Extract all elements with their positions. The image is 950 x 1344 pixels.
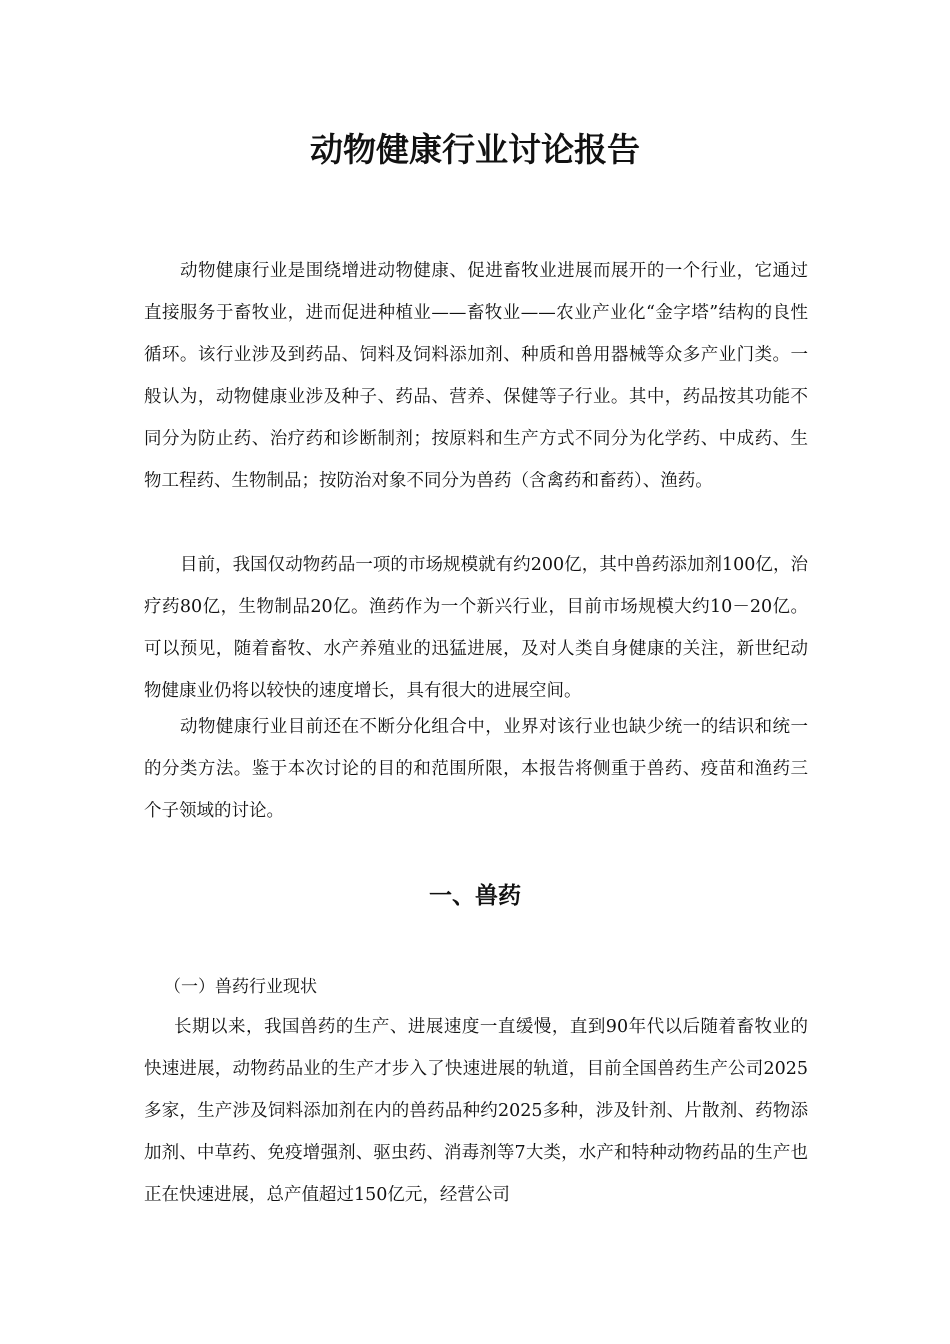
- document-title: 动物健康行业讨论报告: [310, 130, 640, 169]
- paragraph-industry-definition: 动物健康行业是围绕增进动物健康、促进畜牧业进展而展开的一个行业，它通过直接服务于畜牧业，进而促进种植业——畜牧业——农业产业化“金字塔”结构的良性循环。该行业涉及到药品、饲料及饲料添加剂、种质和兽用器械等众多产业门类。一般认为，动物健康业涉及种子、药品、营养、保健等子行业。其中，药品按其功能不同分为防止药、治疗药和诊断制剂；按原料和生产方式不同分为化学药、中成药、生物工程药、生物制品；按防治对象不同分为兽药（含禽药和畜药）、渔药。: [144, 261, 808, 491]
- paragraph-report-scope: 动物健康行业目前还在不断分化组合中，业界对该行业也缺少统一的结识和统一的分类方法。鉴于本次讨论的目的和范围所限，本报告将侧重于兽药、疫苗和渔药三个子领域的讨论。: [144, 717, 808, 821]
- subheading-industry-status: （一）兽药行业现状: [164, 977, 317, 997]
- paragraph-industry-status: 长期以来，我国兽药的生产、进展速度一直缓慢，直到90年代以后随着畜牧业的快速进展，动物药品业的生产才步入了快速进展的轨道，目前全国兽药生产公司2025多家，生产涉及饲料添加剂在内的兽药品种约2025多种，涉及针剂、片散剂、药物添加剂、中草药、免疫增强剂、驱虫药、消毒剂等7大类，水产和特种动物药品的生产也正在快速进展，总产值超过150亿元，经营公司: [144, 1017, 808, 1205]
- section-heading-veterinary-drugs: 一、兽药: [429, 882, 521, 909]
- paragraph-market-size: 目前，我国仅动物药品一项的市场规模就有约200亿，其中兽药添加剂100亿，治疗药80亿，生物制品20亿。渔药作为一个新兴行业，目前市场规模大约10－20亿。可以预见，随着畜牧、水产养殖业的迅猛进展，及对人类自身健康的关注，新世纪动物健康业仍将以较快的速度增长，具有很大的进展空间。: [144, 555, 808, 701]
